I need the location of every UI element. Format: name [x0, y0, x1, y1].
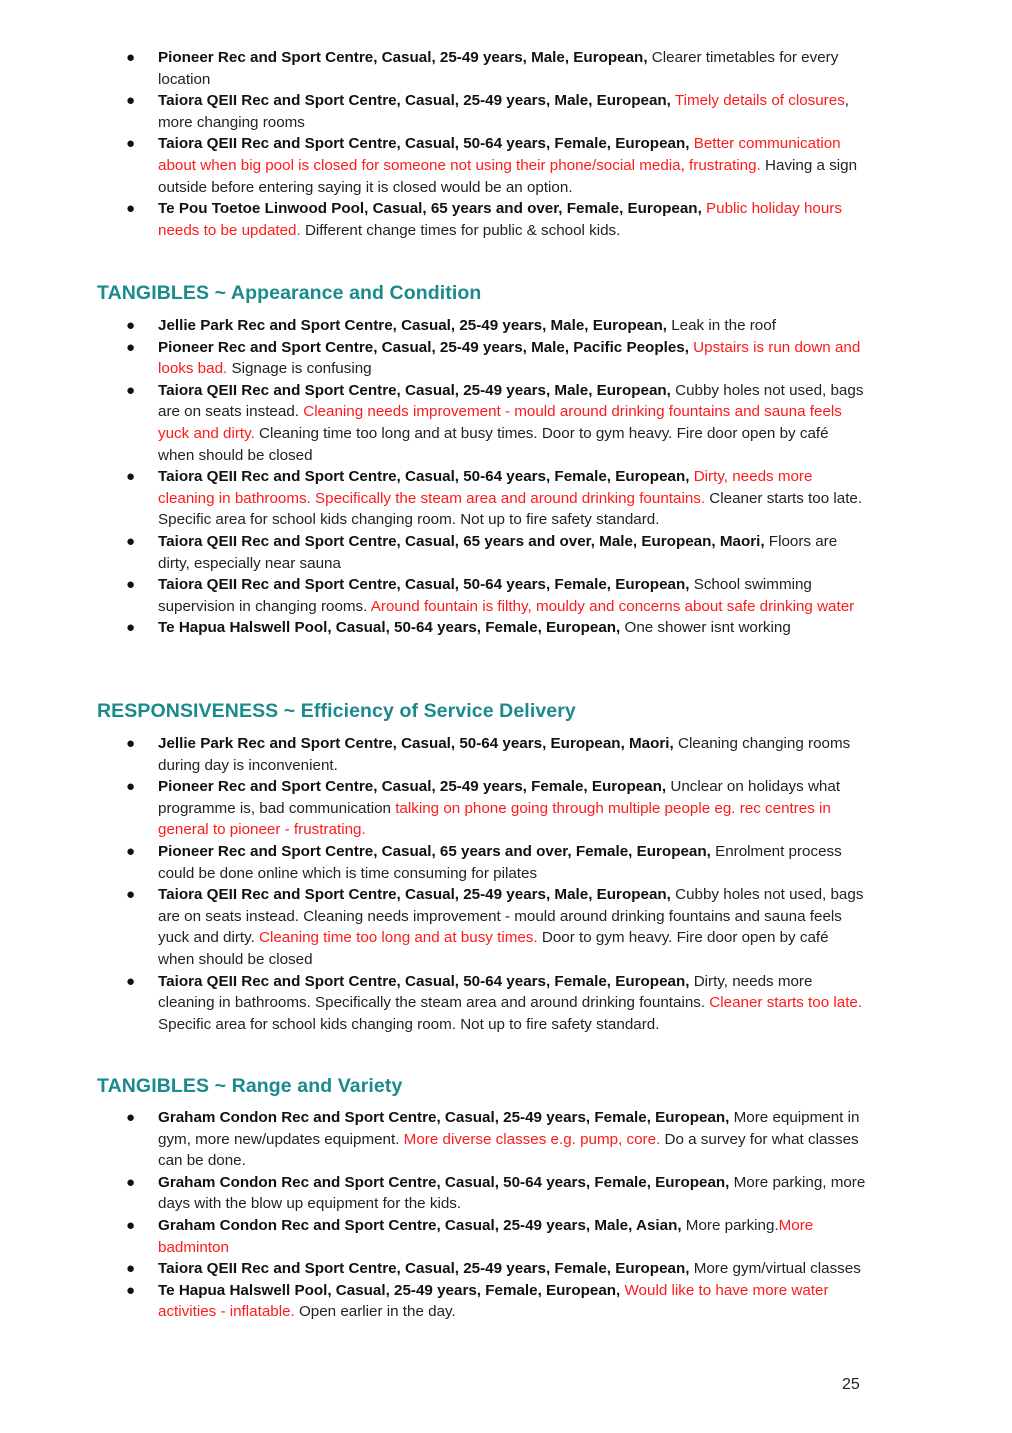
list-item	[0, 47, 868, 90]
list-item	[0, 1215, 868, 1258]
list-item	[0, 531, 868, 574]
list-item	[0, 90, 868, 133]
bullet-icon: ●	[126, 1173, 136, 1191]
list-item	[0, 1107, 868, 1172]
comment-text: Leak in the roof	[667, 317, 776, 334]
highlighted-comment: talking on phone going through multiple people eg. rec centres in general to pioneer - frustrating.	[158, 799, 831, 839]
bullet-icon: ●	[126, 886, 136, 904]
respondent-profile: Jellie Park Rec and Sport Centre, Casual, 50-64 years, European, Maori,	[158, 735, 674, 752]
respondent-profile: Te Hapua Halswell Pool, Casual, 50-64 years, Female, European,	[158, 619, 621, 637]
list-item	[0, 315, 868, 337]
respondent-profile: Taiora QEII Rec and Sport Centre, Casual, 50-64 years, Female, European,	[158, 135, 690, 153]
list-item	[0, 1172, 868, 1215]
bullet-icon: ●	[126, 135, 136, 153]
comment-text: Cubby holes not used, bags are on seats instead. Cleaning needs improvement - mould around drinking fountains and sauna feels yuck and dirty.	[158, 886, 864, 947]
comment-text: Do a survey for what classes can be done.	[158, 1130, 859, 1170]
comment-text: One shower isnt working	[620, 619, 791, 637]
highlighted-comment: Around fountain is filthy, mouldy and concerns about safe drinking water	[367, 597, 855, 615]
list-item	[0, 1258, 868, 1280]
bullet-icon: ●	[126, 842, 136, 860]
respondent-profile: Taiora QEII Rec and Sport Centre, Casual, 65 years and over, Male, European, Maori,	[158, 532, 765, 550]
list-item	[0, 133, 868, 198]
bullet-icon: ●	[126, 1281, 136, 1299]
comment-text: Signage is confusing	[227, 360, 372, 378]
respondent-profile: Taiora QEII Rec and Sport Centre, Casual, 50-64 years, Female, European,	[158, 576, 690, 594]
comment-text: Cleaning time too long and at busy times. Door to gym heavy. Fire door open by café when should be closed	[158, 424, 829, 464]
respondent-profile: Graham Condon Rec and Sport Centre, Casual, 50-64 years, Female, European,	[158, 1173, 730, 1191]
bullet-icon: ●	[126, 1109, 136, 1126]
section-heading: TANGIBLES ~ Appearance and Condition	[97, 282, 482, 304]
bullet-icon: ●	[126, 49, 136, 66]
list-item	[0, 841, 868, 884]
bullet-icon: ●	[126, 972, 136, 990]
comment-text: More equipment in gym, more new/updates equipment.	[158, 1109, 860, 1148]
comment-text: Open earlier in the day.	[294, 1303, 456, 1321]
list-item	[0, 617, 868, 639]
comment-text: More parking.	[681, 1216, 779, 1234]
list-item	[0, 466, 868, 531]
list-item	[0, 776, 868, 841]
comment-text: , more changing rooms	[158, 92, 850, 131]
respondent-profile: Pioneer Rec and Sport Centre, Casual, 25-49 years, Male, European,	[158, 49, 648, 66]
comment-text: School swimming supervision in changing rooms.	[158, 576, 812, 615]
respondent-profile: Pioneer Rec and Sport Centre, Casual, 25-49 years, Male, Pacific Peoples,	[158, 338, 689, 356]
highlighted-comment: More diverse classes e.g. pump, core.	[399, 1130, 661, 1148]
respondent-profile: Te Hapua Halswell Pool, Casual, 25-49 years, Female, European,	[158, 1281, 621, 1299]
bullet-icon: ●	[126, 619, 136, 637]
bullet-icon: ●	[126, 532, 136, 550]
highlighted-comment: Dirty, needs more cleaning in bathrooms. Specifically the steam area and around drinking fountains.	[158, 468, 813, 507]
comment-text: More parking, more days with the blow up equipment for the kids.	[158, 1173, 866, 1213]
list-item	[0, 733, 868, 776]
respondent-profile: Te Pou Toetoe Linwood Pool, Casual, 65 years and over, Female, European,	[158, 200, 702, 218]
comment-text: Floors are dirty, especially near sauna	[158, 532, 838, 572]
highlighted-comment: Better communication about when big pool is closed for someone not using their phone/social media, frustrating.	[158, 135, 841, 174]
list-item	[0, 198, 868, 241]
list-item	[0, 337, 868, 380]
respondent-profile: Taiora QEII Rec and Sport Centre, Casual, 25-49 years, Male, European,	[158, 92, 671, 110]
list-item	[0, 574, 868, 617]
respondent-profile: Jellie Park Rec and Sport Centre, Casual, 25-49 years, Male, European,	[158, 317, 667, 334]
highlighted-comment: Public holiday hours needs to be updated.	[158, 200, 842, 239]
highlighted-comment: Upstairs is run down and looks bad.	[158, 338, 861, 378]
bullet-icon: ●	[126, 1260, 136, 1278]
comment-text: Cleaning changing rooms during day is inconvenient.	[158, 735, 851, 774]
highlighted-comment: Cleaning needs improvement - mould around drinking fountains and sauna feels yuck and dirty.	[158, 403, 842, 442]
highlighted-comment: Cleaner starts too late.	[705, 994, 863, 1012]
bullet-icon: ●	[126, 778, 136, 796]
respondent-profile: Taiora QEII Rec and Sport Centre, Casual, 50-64 years, Female, European,	[158, 972, 690, 990]
list-item	[0, 1280, 868, 1323]
respondent-profile: Taiora QEII Rec and Sport Centre, Casual, 25-49 years, Male, European,	[158, 886, 671, 904]
respondent-profile: Pioneer Rec and Sport Centre, Casual, 65 years and over, Female, European,	[158, 842, 711, 860]
bullet-icon: ●	[126, 468, 136, 486]
comment-text: More gym/virtual classes	[689, 1260, 861, 1278]
respondent-profile: Graham Condon Rec and Sport Centre, Casual, 25-49 years, Male, Asian,	[158, 1216, 682, 1234]
respondent-profile: Taiora QEII Rec and Sport Centre, Casual, 50-64 years, Female, European,	[158, 468, 690, 486]
bullet-icon: ●	[126, 92, 136, 110]
respondent-profile: Pioneer Rec and Sport Centre, Casual, 25-49 years, Female, European,	[158, 778, 667, 796]
comment-text: Specific area for school kids changing room. Not up to fire safety standard.	[158, 1015, 660, 1033]
bullet-icon: ●	[126, 381, 136, 399]
bullet-icon: ●	[126, 576, 136, 594]
section-heading: TANGIBLES ~ Range and Variety	[97, 1075, 403, 1097]
comment-text: Enrolment process could be done online which is time consuming for pilates	[158, 842, 842, 882]
comment-list	[0, 1107, 1012, 1323]
bullet-icon: ●	[126, 735, 136, 752]
page-number: 25	[842, 1376, 860, 1393]
highlighted-comment: Would like to have more water activities - inflatable.	[158, 1281, 829, 1321]
highlighted-comment: Cleaning time too long and at busy times.	[254, 929, 538, 947]
respondent-profile: Taiora QEII Rec and Sport Centre, Casual, 25-49 years, Male, European,	[158, 381, 671, 399]
comment-text: Door to gym heavy. Fire door open by café when should be closed	[158, 929, 829, 968]
section-heading: RESPONSIVENESS ~ Efficiency of Service Delivery	[97, 700, 576, 722]
highlighted-comment: More badminton	[158, 1216, 814, 1256]
comment-text: Clearer timetables for every location	[158, 49, 839, 88]
comment-text: Cubby holes not used, bags are on seats instead.	[158, 381, 864, 421]
comment-list	[0, 733, 1012, 1035]
bullet-icon: ●	[126, 1216, 136, 1234]
comment-list	[0, 47, 1012, 241]
list-item	[0, 380, 868, 466]
bullet-icon: ●	[126, 200, 136, 218]
comment-list	[0, 315, 1012, 639]
bullet-icon: ●	[126, 317, 136, 334]
comment-text: Having a sign outside before entering saying it is closed would be an option.	[158, 156, 858, 196]
list-item	[0, 884, 868, 970]
comment-text: Different change times for public & school kids.	[300, 221, 621, 239]
list-item	[0, 971, 868, 1036]
respondent-profile: Taiora QEII Rec and Sport Centre, Casual, 25-49 years, Female, European,	[158, 1260, 690, 1278]
comment-text: Dirty, needs more cleaning in bathrooms. Specifically the steam area and around drinking fountains.	[158, 972, 813, 1012]
comment-text: Unclear on holidays what programme is, bad communication	[158, 778, 841, 817]
highlighted-comment: Timely details of closures	[670, 92, 845, 110]
comment-text: Cleaner starts too late. Specific area for school kids changing room. Not up to fire safety standard.	[158, 489, 863, 529]
bullet-icon: ●	[126, 338, 136, 356]
respondent-profile: Graham Condon Rec and Sport Centre, Casual, 25-49 years, Female, European,	[158, 1109, 730, 1126]
